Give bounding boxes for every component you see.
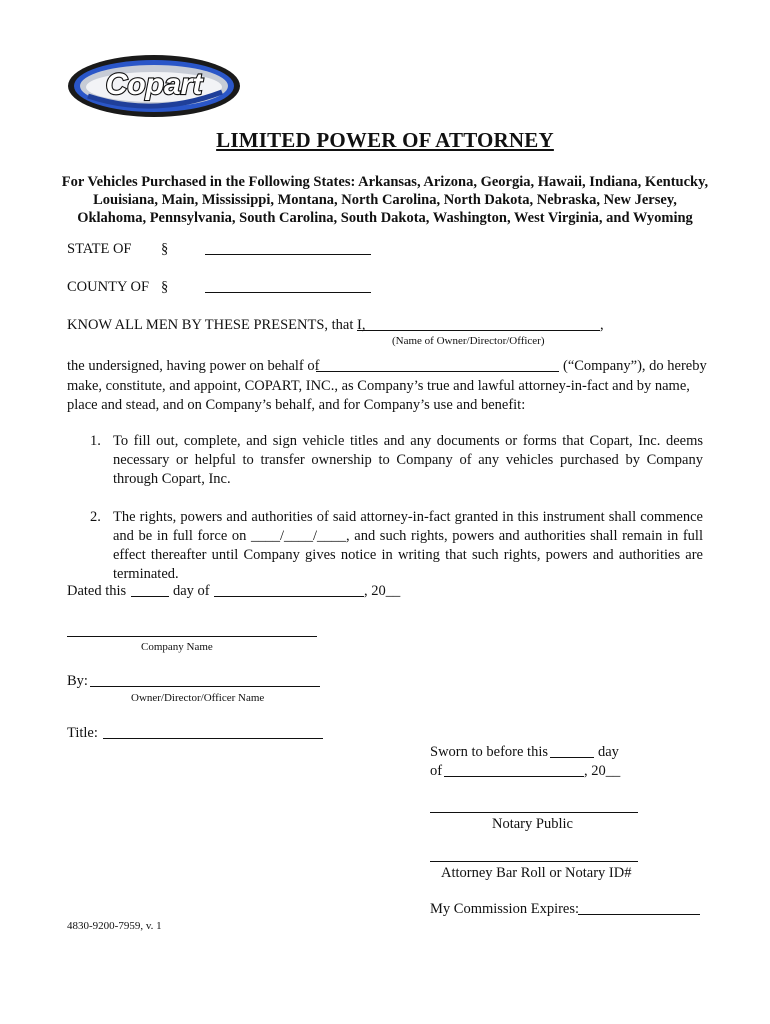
sworn-label: Sworn to before this [430, 744, 548, 760]
company-name-signature-line[interactable] [67, 636, 317, 637]
sworn-of: of [430, 763, 443, 779]
sworn-year-field[interactable]: __ [605, 763, 621, 779]
commission-label: My Commission Expires: [430, 901, 580, 917]
title-line[interactable] [103, 738, 323, 739]
owner-name-line[interactable] [357, 330, 600, 331]
county-of-label: COUNTY OF [67, 279, 150, 295]
by-signature-line[interactable] [90, 686, 320, 687]
form-id: 4830-9200-7959, v. 1 [67, 920, 162, 932]
sworn-day: day [598, 744, 619, 760]
owner-name-signature-caption: Owner/Director/Officer Name [131, 692, 265, 704]
commence-date-field[interactable]: ____/____/____, [250, 528, 350, 544]
state-of-label: STATE OF [67, 241, 132, 257]
dated-label: Dated this [67, 583, 127, 599]
by-label: By: [67, 673, 88, 689]
company-name-caption: Company Name [141, 641, 213, 653]
county-section-symbol: § [161, 279, 169, 295]
sworn-day-line[interactable] [550, 757, 594, 758]
dated-year-field[interactable]: __ [385, 583, 401, 599]
list-item-number: 1. [90, 433, 101, 449]
logo-text: Copart [105, 68, 203, 101]
list-item-text-a: The rights, powers and authorities of said attorney-in-fact granted in this instrument shall commence and be in full force on [113, 509, 703, 544]
copart-logo-graphic [66, 52, 242, 120]
body-suffix: (“Company”), do hereby [563, 358, 707, 374]
body-text: make, constitute, and appoint, COPART, INC., as Company’s true and lawful attorney-in-fact and by name, place and stead, and on Company’s behalf, and for Company’s use and benefit: [67, 378, 690, 413]
states-list: For Vehicles Purchased in the Following States: Arkansas, Arizona, Georgia, Hawaii, Indiana, Kentucky, Louisiana, Main, Mississippi, Montana, North Carolina, North Dakota, Nebraska, New Jersey, Oklahoma, Pennsylvania, South Carolina, South Dakota, Washington, West Virginia, and Wyoming [61, 174, 709, 226]
know-all-comma: , [600, 317, 604, 333]
list-item-number: 2. [90, 509, 101, 525]
dated-day-line[interactable] [131, 596, 169, 597]
commission-line[interactable] [578, 914, 700, 915]
company-name-line[interactable] [316, 371, 559, 372]
owner-name-caption: (Name of Owner/Director/Officer) [392, 335, 545, 347]
list-item-text: To fill out, complete, and sign vehicle titles and any documents or forms that Copart, Inc. deems necessary or helpful to transfer ownership to Company of any vehicles purchased by Company through Copart, Inc. [113, 433, 703, 487]
dated-dayof: day of [173, 583, 210, 599]
state-of-row [67, 241, 132, 258]
state-input-line[interactable] [205, 254, 371, 255]
bar-roll-line[interactable] [430, 861, 638, 862]
dated-year-prefix: , 20 [364, 583, 386, 599]
title-label: Title: [67, 725, 98, 741]
bar-roll-caption: Attorney Bar Roll or Notary ID# [441, 865, 632, 881]
notary-public-caption: Notary Public [492, 816, 573, 832]
list-item-2 [90, 508, 703, 584]
copart-logo [66, 52, 242, 120]
list-item-text-b: and such rights, powers and authorities shall remain in full effect thereafter until Company gives notice in writing that such rights, powers and authorities are terminated. [113, 528, 703, 582]
state-section-symbol: § [161, 241, 169, 257]
county-input-line[interactable] [205, 292, 371, 293]
notary-signature-line[interactable] [430, 812, 638, 813]
list-item-1 [90, 432, 703, 489]
document-title: LIMITED POWER OF ATTORNEY [216, 128, 554, 152]
sworn-year-prefix: , 20 [584, 763, 606, 779]
body-prefix: the undersigned, having power on behalf of [67, 358, 320, 374]
sworn-month-line[interactable] [444, 776, 584, 777]
dated-month-line[interactable] [214, 596, 364, 597]
know-all-text: KNOW ALL MEN BY THESE PRESENTS, that I, [67, 317, 366, 333]
